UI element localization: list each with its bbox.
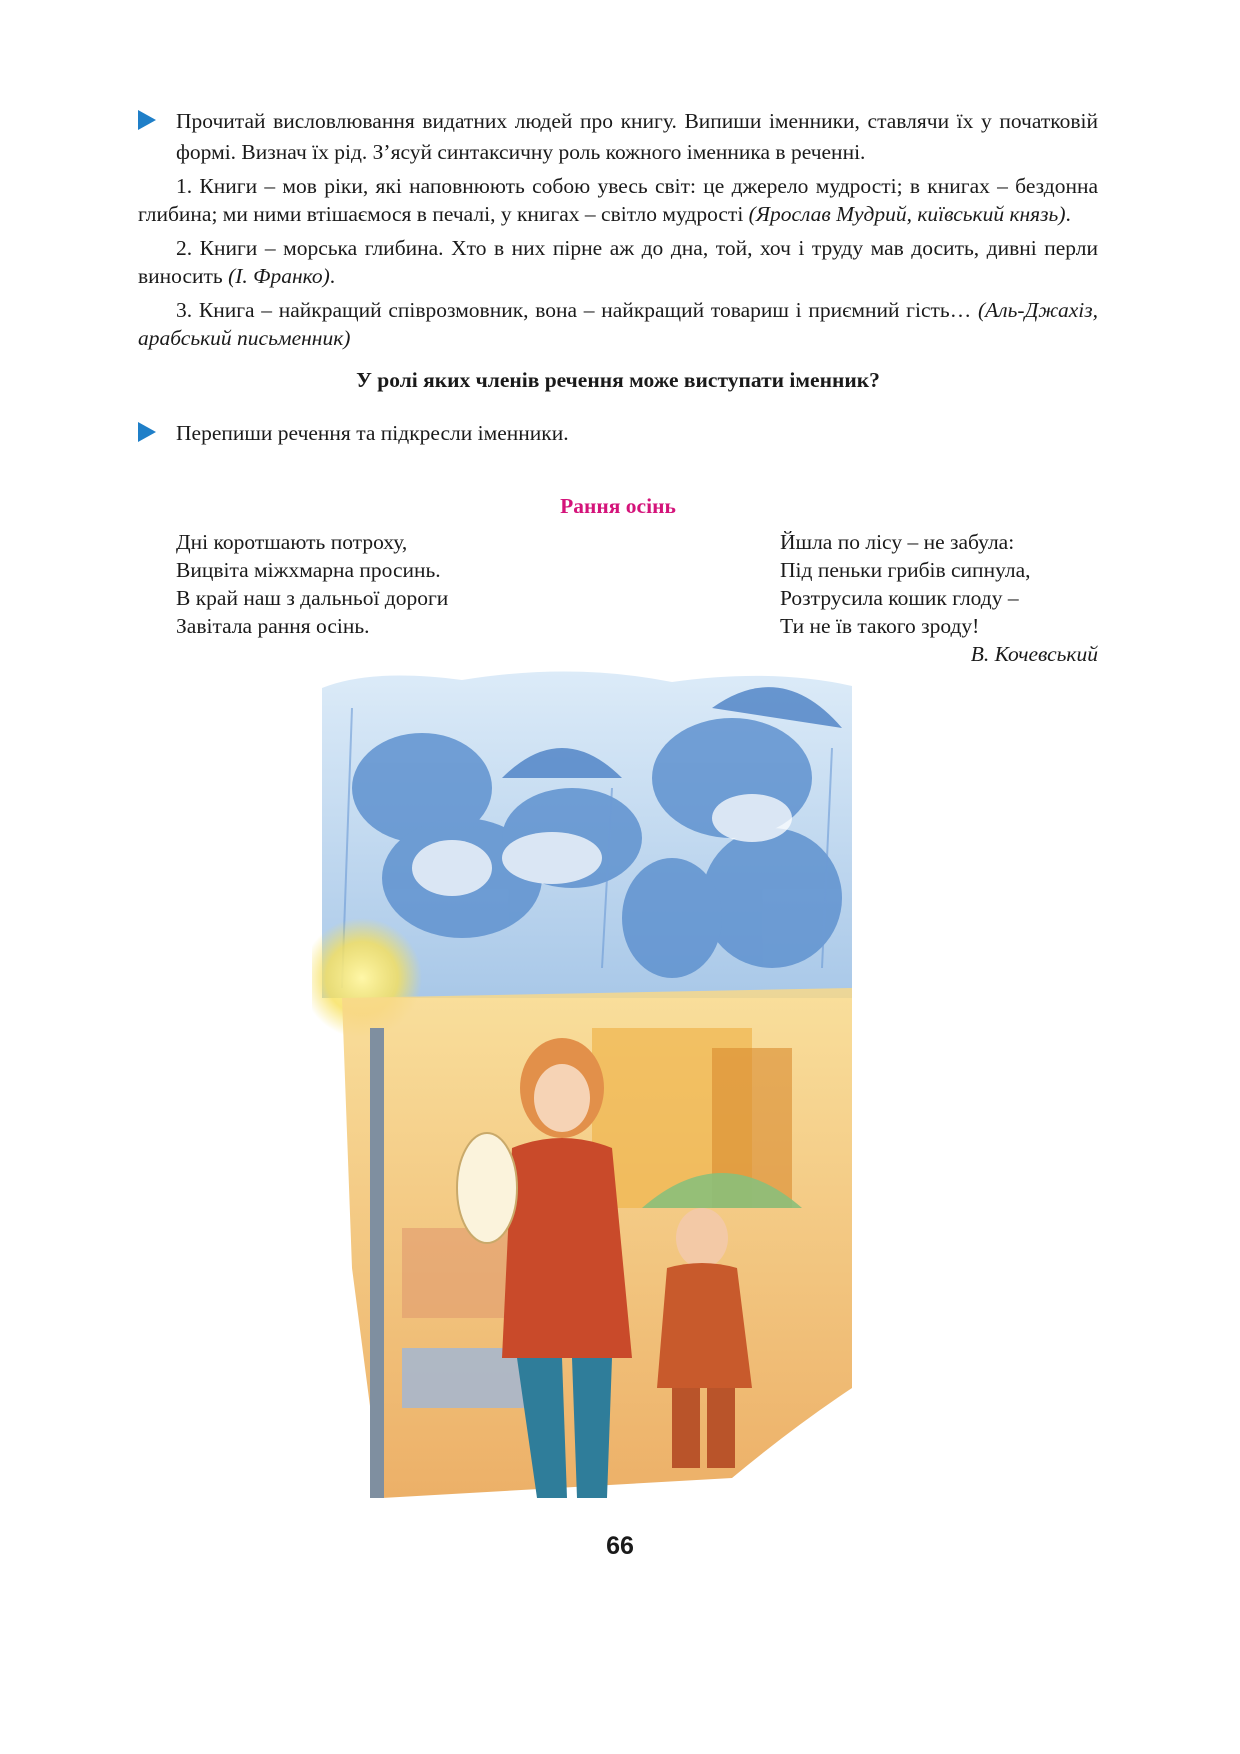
triangle-marker-icon <box>138 422 156 442</box>
autumn-illustration <box>312 668 858 1500</box>
poem-line: Вицвіта міжхмарна просинь. <box>176 558 441 582</box>
poem-line: Дні коротшають потроху, <box>176 530 408 554</box>
poem-line: Завітала рання осінь. <box>176 614 370 638</box>
quote-2: 2. Книги – морська глибина. Хто в них пірне аж до дна, той, хоч і труду мав досить, дивні перли виносить (І. Франко). <box>138 236 1098 288</box>
quote-3: 3. Книга – найкращий співрозмовник, вона – найкращий товариш і приємний гість… (Аль-Джахіз, арабський письменник) <box>138 298 1098 350</box>
task-2-text: Перепиши речення та підкресли іменники. <box>176 421 569 445</box>
task-1 <box>138 106 1098 168</box>
poem-line: В край наш з дальньої дороги <box>176 586 449 610</box>
section-question: У ролі яких членів речення може виступати іменник? <box>356 368 880 392</box>
triangle-marker-icon <box>138 110 156 130</box>
quote-source: (Ярослав Мудрий, київський князь) <box>748 202 1066 226</box>
poem-line: Під пеньки грибів сипнула, <box>780 558 1031 582</box>
poem-author: В. Кочевський <box>970 642 1098 666</box>
quotes-block <box>138 172 1098 358</box>
task-1-text: Прочитай висловлювання видатних людей про книгу. Випиши іменники, ставлячи їх у початковій формі. Визнач їх рід. З’ясуй синтаксичну роль кожного іменника в реченні. <box>176 109 1098 164</box>
task-2 <box>138 418 1098 449</box>
quote-1: 1. Книги – мов ріки, які наповнюють собою увесь світ: це джерело мудрості; в книгах – бездонна глибина; ми ними втішаємося в печалі, у книгах – світло мудрості (Ярослав Мудрий, київський князь). <box>138 174 1098 226</box>
quote-source: (Аль-Джахіз, арабський письменник) <box>138 298 1098 350</box>
poem-title: Рання осінь <box>560 494 676 518</box>
poem-stanza-1 <box>176 528 448 640</box>
poem-line: Ти не їв такого зроду! <box>780 614 980 638</box>
page-number: 66 <box>606 1532 634 1560</box>
quote-source: (І. Франко) <box>228 264 330 288</box>
poem-line: Йшла по лісу – не забула: <box>780 530 1015 554</box>
poem-line: Розтрусила кошик глоду – <box>780 586 1019 610</box>
poem-stanza-2 <box>780 528 1031 640</box>
